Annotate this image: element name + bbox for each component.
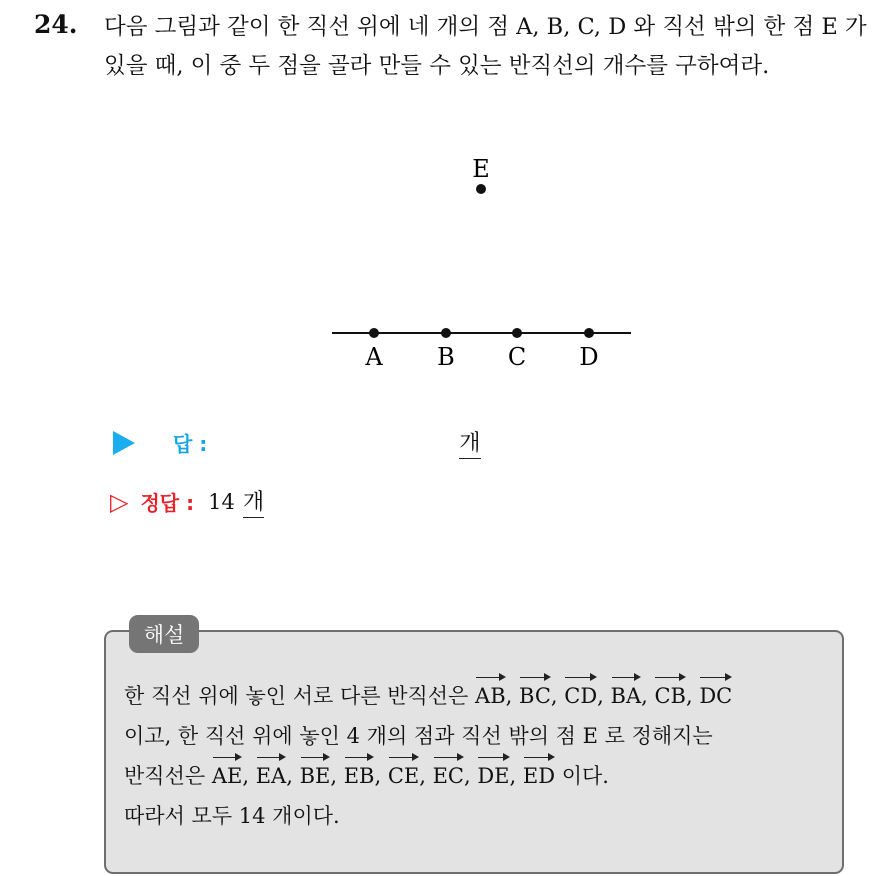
explanation-line-4: 따라서 모두 14 개이다. bbox=[124, 804, 340, 828]
correct-value: 14 bbox=[208, 489, 235, 514]
answer-unit: 개 bbox=[459, 426, 480, 459]
geometry-figure bbox=[0, 0, 884, 420]
ray-ea: EA bbox=[256, 756, 287, 796]
correct-unit: 개 bbox=[243, 485, 264, 518]
ray-ec: EC bbox=[433, 756, 464, 796]
explanation-line-1-text: 한 직선 위에 놓인 서로 다른 반직선은 bbox=[124, 684, 469, 708]
point-a bbox=[369, 328, 379, 338]
point-c bbox=[512, 328, 522, 338]
ray-dc: DC bbox=[699, 676, 732, 716]
explanation-line-3-suffix: 이다. bbox=[561, 764, 609, 788]
point-d bbox=[584, 328, 594, 338]
explanation-line-3-prefix: 반직선은 bbox=[124, 764, 206, 788]
question-number: 24. bbox=[34, 10, 78, 39]
correct-label: 정답 : bbox=[140, 491, 195, 515]
point-label-e: E bbox=[472, 155, 490, 183]
explanation-line-2: 이고, 한 직선 위에 놓인 4 개의 점과 직선 밖의 점 E 로 정해지는 bbox=[124, 724, 713, 748]
ray-eb: EB bbox=[344, 756, 375, 796]
ray-ab: AB bbox=[475, 676, 506, 716]
ray-list-1: AB, BC, CD, BA, CB, DC bbox=[475, 684, 732, 708]
point-label-b: B bbox=[437, 343, 455, 371]
correct-answer-row bbox=[110, 485, 264, 518]
ray-ae: AE bbox=[212, 756, 243, 796]
explanation-line-3 bbox=[124, 756, 840, 796]
ray-cb: CB bbox=[654, 676, 686, 716]
ray-cd: CD bbox=[564, 676, 597, 716]
point-label-d: D bbox=[579, 343, 599, 371]
play-icon bbox=[113, 431, 135, 455]
explanation-tag: 해설 bbox=[129, 615, 199, 653]
ray-ba: BA bbox=[611, 676, 642, 716]
ray-list-2: AE, EA, BE, EB, CE, EC, DE, ED bbox=[212, 764, 555, 788]
point-b bbox=[441, 328, 451, 338]
ray-ce: CE bbox=[388, 756, 419, 796]
answer-row bbox=[113, 426, 481, 459]
point-e bbox=[476, 184, 486, 194]
ray-de: DE bbox=[477, 756, 509, 796]
outline-triangle-icon: ▷ bbox=[110, 487, 129, 516]
ray-ed: ED bbox=[523, 756, 555, 796]
point-label-a: A bbox=[365, 343, 383, 371]
question-text: 다음 그림과 같이 한 직선 위에 네 개의 점 A, B, C, D 와 직선 밖의 한 점 E 가 있을 때, 이 중 두 점을 골라 만들 수 있는 반직선의 개수를 구하여라. bbox=[104, 14, 867, 79]
ray-be: BE bbox=[300, 756, 331, 796]
ray-bc: BC bbox=[519, 676, 551, 716]
answer-label: 답 : bbox=[173, 432, 208, 456]
point-label-c: C bbox=[507, 343, 527, 371]
explanation-line-1 bbox=[124, 676, 840, 716]
explanation-text bbox=[124, 676, 840, 836]
